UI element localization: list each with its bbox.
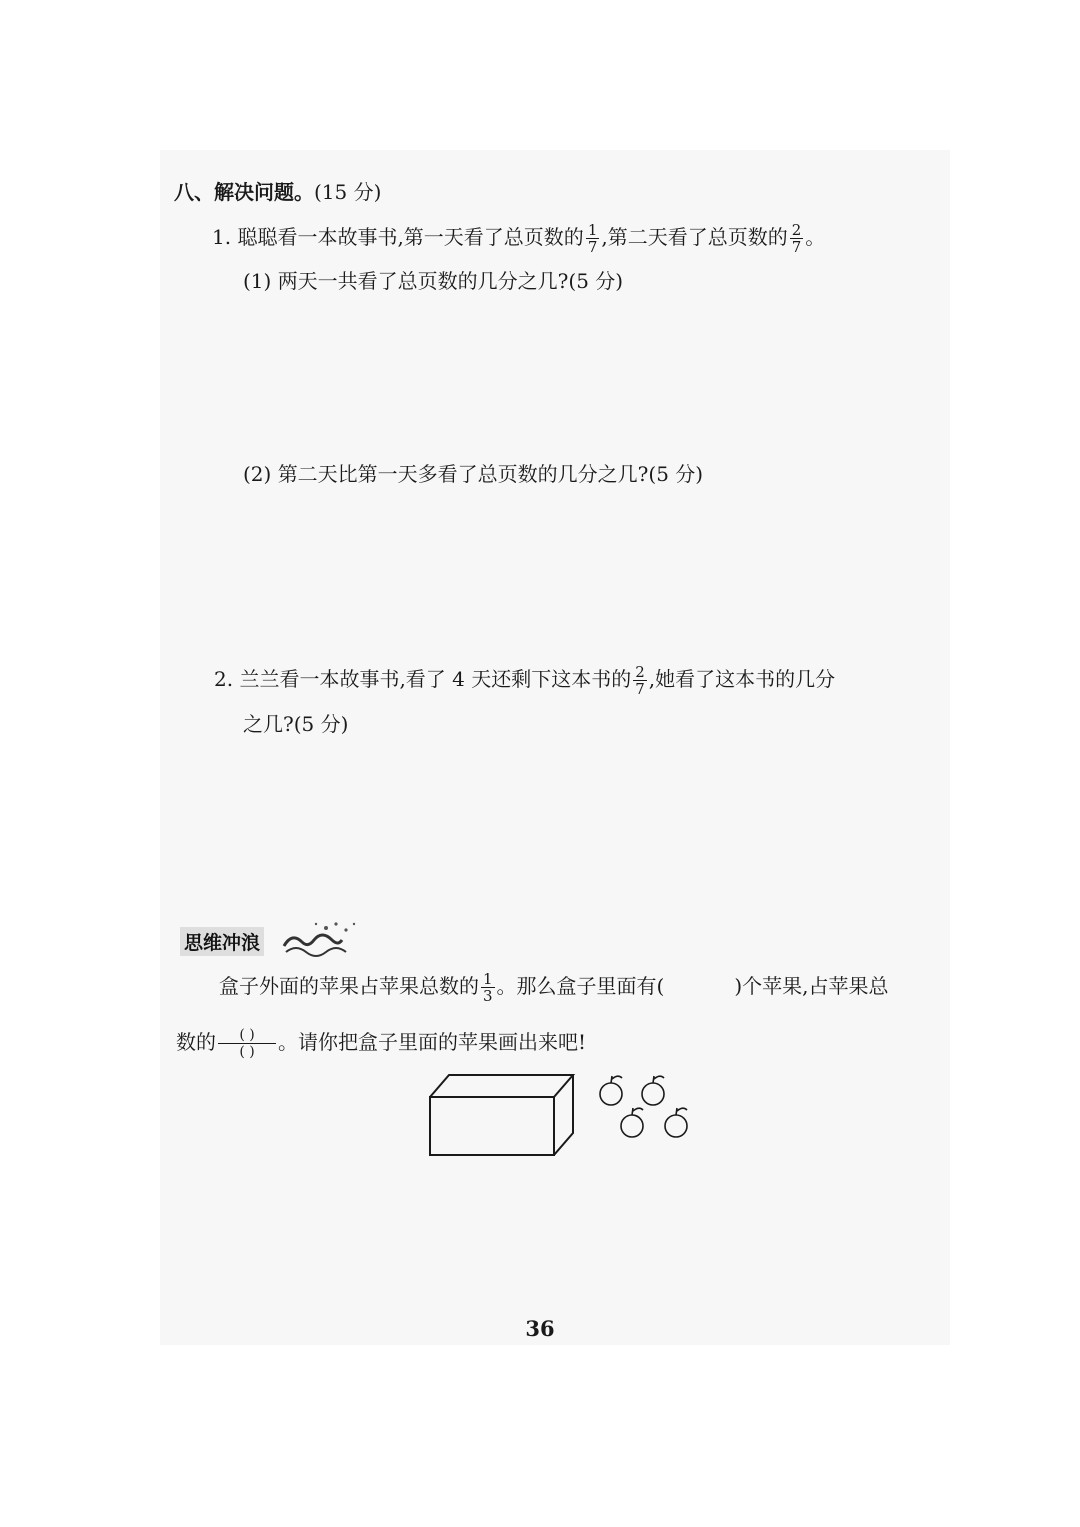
page-number: 36 bbox=[525, 1316, 555, 1341]
section-heading-text: 八、解决问题。 bbox=[174, 180, 314, 204]
q1-fraction-1 bbox=[586, 222, 600, 255]
challenge-line2-b: 。请你把盒子里面的苹果画出来吧! bbox=[278, 1030, 587, 1054]
question-2 bbox=[214, 664, 835, 697]
challenge-banner bbox=[176, 918, 366, 958]
challenge-frac-numerator: 1 bbox=[483, 970, 493, 988]
challenge-text-a: 盒子外面的苹果占苹果总数的 bbox=[219, 974, 479, 998]
q1-text-c: 。 bbox=[805, 225, 826, 249]
apple-icon bbox=[665, 1108, 687, 1137]
q2-fraction bbox=[633, 664, 647, 697]
blank-numerator: ( ) bbox=[218, 1027, 276, 1044]
q1-text-a: 聪聪看一本故事书,第一天看了总页数的 bbox=[237, 225, 584, 249]
apple-icon bbox=[621, 1108, 643, 1137]
q1-sub1: (1) 两天一共看了总页数的几分之几?(5 分) bbox=[243, 269, 624, 293]
apple-icon bbox=[600, 1076, 622, 1105]
apple-icon bbox=[642, 1076, 664, 1105]
q2-frac-numerator: 2 bbox=[635, 663, 645, 681]
answer-fraction-blank[interactable] bbox=[218, 1027, 276, 1060]
q1-number: 1. bbox=[212, 225, 232, 249]
q2-text-b: ,她看了这本书的几分 bbox=[648, 667, 836, 691]
q1-frac2-numerator: 2 bbox=[791, 221, 802, 239]
q2-frac-denominator: 7 bbox=[635, 680, 645, 698]
challenge-text-b: 。那么盒子里面有( bbox=[496, 974, 665, 998]
box-and-apples-figure bbox=[0, 1060, 1080, 1260]
q1-sub2: (2) 第二天比第一天多看了总页数的几分之几?(5 分) bbox=[243, 462, 704, 486]
q1-fraction-2 bbox=[790, 222, 804, 255]
challenge-banner-text: 思维冲浪 bbox=[180, 927, 264, 956]
question-1 bbox=[212, 222, 825, 255]
challenge-line-1 bbox=[219, 971, 889, 1004]
challenge-frac-denominator: 3 bbox=[483, 987, 493, 1005]
q2-line2: 之几?(5 分) bbox=[243, 712, 349, 736]
q1-frac1-numerator: 1 bbox=[587, 221, 598, 239]
q1-text-b: ,第二天看了总页数的 bbox=[601, 225, 788, 249]
section-score: (15 分) bbox=[314, 180, 382, 204]
wave-icon bbox=[176, 918, 366, 958]
challenge-line2-a: 数的 bbox=[176, 1030, 216, 1054]
challenge-line-2 bbox=[176, 1027, 586, 1060]
challenge-text-c: )个苹果,占苹果总 bbox=[734, 974, 889, 998]
section-heading bbox=[174, 179, 381, 205]
q1-frac1-denominator: 7 bbox=[587, 238, 598, 256]
challenge-fraction bbox=[481, 971, 495, 1004]
q1-frac2-denominator: 7 bbox=[791, 238, 802, 256]
q2-text-a: 兰兰看一本故事书,看了 4 天还剩下这本书的 bbox=[239, 667, 632, 691]
blank-denominator: ( ) bbox=[239, 1044, 255, 1060]
q2-number: 2. bbox=[214, 667, 234, 691]
box-icon bbox=[430, 1075, 573, 1155]
